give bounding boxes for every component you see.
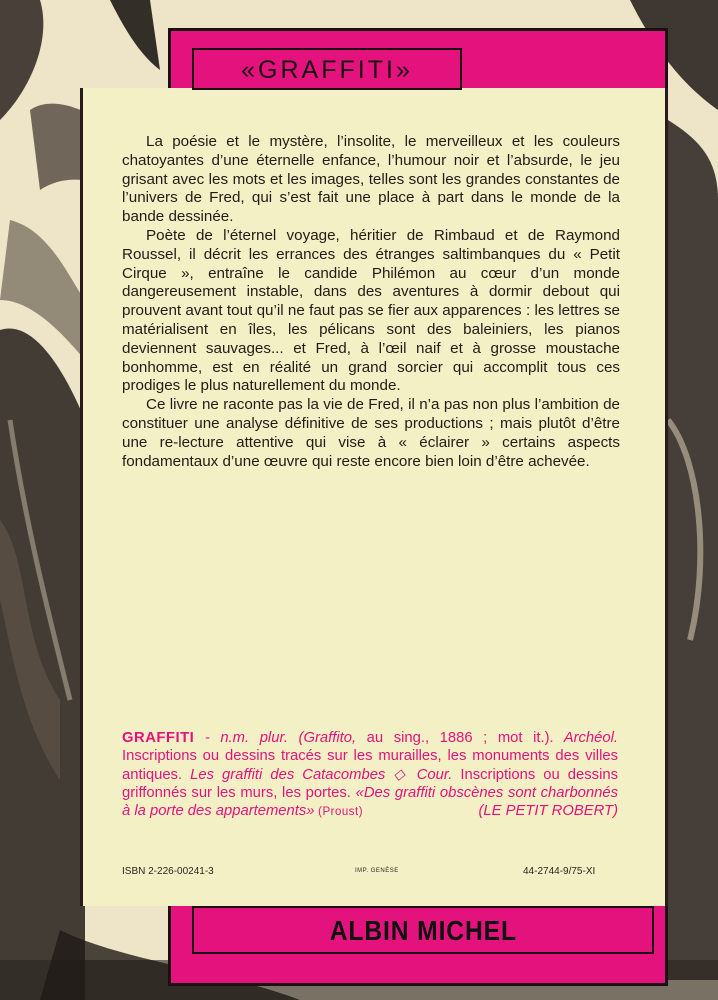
blurb-paragraph: La poésie et le mystère, l’insolite, le merveilleux et les couleurs chatoyantes d’une éternelle enfance, l’humour noir et l’absurde, le jeu grisant avec les mots et les images, telles sont les grandes constantes de l’univers de Fred, qui s’est fait une place à part dans le monde de la bande dessinée. bbox=[122, 133, 620, 226]
definition-source: (LE PETIT ROBERT) bbox=[478, 803, 618, 820]
definition-headword: GRAFFITI bbox=[122, 730, 195, 746]
definition-quote: «Des graffiti obscènes sont charbonnés à la porte des appartements» bbox=[122, 784, 618, 820]
publisher-logo: ALBIN MICHEL bbox=[329, 915, 517, 946]
definition-etymology: au sing., 1886 ; mot it.). bbox=[356, 730, 554, 746]
back-cover-blurb bbox=[122, 133, 620, 471]
definition-sense-2: Inscriptions ou dessins griffonnés sur les murs, les portes. bbox=[122, 766, 618, 801]
catalog-number: 44-2744-9/75-XI bbox=[523, 866, 596, 877]
blurb-paragraph: Ce livre ne raconte pas la vie de Fred, il n’a pas non plus l’ambition de constituer une analyse définitive de ses productions ; mais plutôt d’être une re-lecture attentive qui vise à « éclairer » certains aspects fondamentaux d’une œuvre qui reste encore bien loin d’être achevée. bbox=[122, 396, 620, 470]
definition-example: Les graffiti des Catacombes ◇ Cour. bbox=[182, 766, 453, 783]
isbn-number: ISBN 2-226-00241-3 bbox=[122, 866, 214, 877]
printer-mark: IMP. GENÈSE bbox=[355, 868, 399, 874]
dictionary-definition bbox=[122, 729, 618, 821]
publisher-plate bbox=[192, 906, 654, 954]
definition-grammar: - n.m. plur. (Graffito, bbox=[194, 730, 357, 746]
definition-domain: Archéol. bbox=[563, 730, 619, 746]
title-plate bbox=[192, 48, 462, 90]
definition-quote-author: (Proust) bbox=[314, 806, 364, 819]
definition-sense: Inscriptions ou dessins tracés sur les murailles, les monuments des villes antiques. bbox=[122, 748, 618, 783]
blurb-paragraph: Poète de l’éternel voyage, héritier de Rimbaud et de Raymond Roussel, il décrit les errances des étranges saltimbanques du « Petit Cirque », entraîne le candide Philémon au cœur d’un monde dangereusement instable, dans des aventures à dormir debout qui prouvent avant tout qu’il ne faut pas se fier aux apparences : les lettres se matérialisent en îles, les pélicans sont des baleiniers, les pianos deviennent sauvages... et Fred, à l’œil naif et à grosse moustache bonhomme, est en réalité un grand sorcier qui accomplit tous ces prodiges le plus naturellement du monde. bbox=[122, 226, 620, 395]
book-title: «GRAFFITI» bbox=[241, 56, 413, 84]
